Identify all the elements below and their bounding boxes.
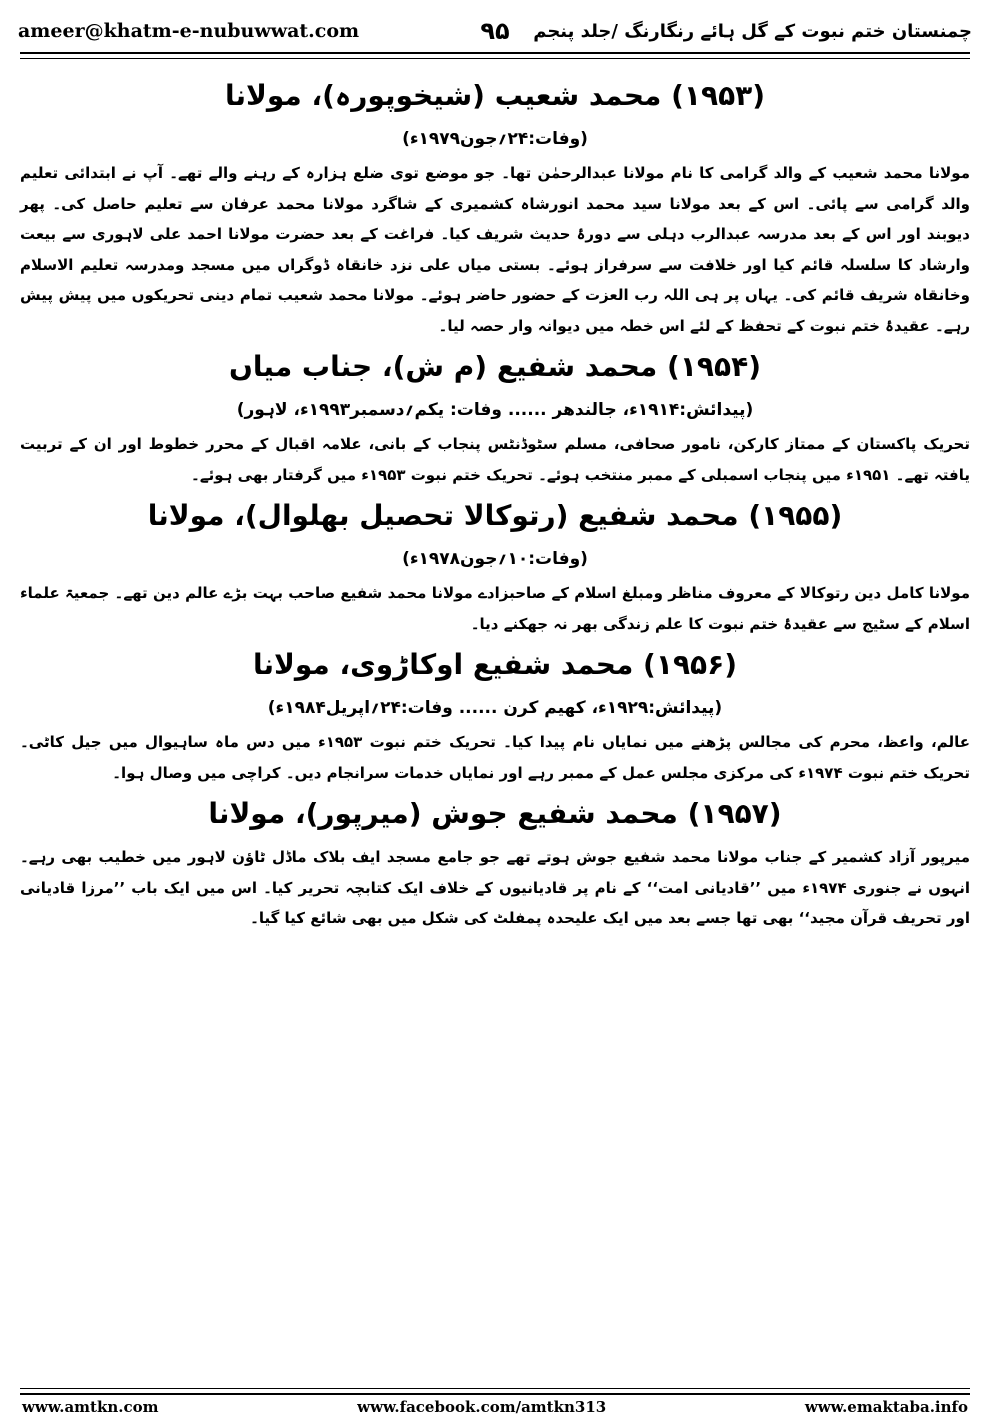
entry-dates: (پیدائش:۱۹۲۹ء، کھیم کرن ...... وفات:۲۴؍اپریل۱۹۸۴ء) — [267, 698, 723, 718]
footer-link-facebook[interactable]: www.facebook.com/amtkn313 — [357, 1398, 607, 1416]
entry-1954 — [20, 345, 970, 490]
page-header — [18, 10, 972, 52]
header-rule-thick — [20, 52, 970, 54]
entry-title: (۱۹۵۶) محمد شفیع اوکاڑوی، مولانا — [252, 648, 738, 681]
footer-link-amtkn[interactable]: www.amtkn.com — [22, 1398, 159, 1416]
entry-title: (۱۹۵۴) محمد شفیع (م ش)، جناب میاں — [229, 350, 761, 383]
header-rule-thin — [20, 58, 970, 59]
footer-link-emaktaba[interactable]: www.emaktaba.info — [804, 1398, 968, 1416]
entry-title: (۱۹۵۵) محمد شفیع (رتوکالا تحصیل بھلوال)، مولانا — [147, 499, 843, 532]
entry-title: (۱۹۵۳) محمد شعیب (شیخوپورہ)، مولانا — [224, 79, 766, 112]
header-email: ameer@khatm-e-nubuwwat.com — [18, 20, 360, 42]
entry-dates: (پیدائش:۱۹۱۴ء، جالندھر ...... وفات: یکم؍دسمبر۱۹۹۳ء، لاہور) — [236, 400, 754, 420]
entry-1956 — [20, 643, 970, 788]
entry-1953 — [20, 74, 970, 341]
page-content — [20, 70, 970, 934]
entry-body: مولانا کامل دین رتوکالا کے معروف مناظر ومبلغ اسلام کے صاحبزادے مولانا محمد شفیع صاحب بہت بڑے عالم دین تھے۔ جمعیۃ علماء اسلام کے سٹیج سے عقیدۂ ختم نبوت کا علم زندگی بھر نہ جھکنے دیا۔ — [20, 584, 970, 633]
entry-body: تحریک پاکستان کے ممتاز کارکن، نامور صحافی، مسلم سٹوڈنٹس پنجاب کے بانی، علامہ اقبال کے محرر خطوط اور ان کے تربیت یافتہ تھے۔ ۱۹۵۱ء میں پنجاب اسمبلی کے ممبر منتخب ہوئے۔ تحریک ختم نبوت ۱۹۵۳ء میں گرفتار بھی ہوئے۔ — [20, 435, 970, 484]
entry-dates: (وفات:۱۰؍جون۱۹۷۸ء) — [402, 549, 588, 569]
entry-dates: (وفات:۲۴؍جون۱۹۷۹ء) — [402, 129, 588, 149]
entry-body: مولانا محمد شعیب کے والد گرامی کا نام مولانا عبدالرحمٰن تھا۔ جو موضع توی ضلع ہزارہ کے رہنے والے تھے۔ آپ نے ابتدائی تعلیم والد گرامی سے پائی۔ اس کے بعد مولانا سید محمد انورشاہ کشمیری کے شاگرد مولانا محمد عرفان سے تعلیم حاصل کی۔ پھر دیوبند اور اس کے بعد مدرسہ عبدالرب دہلی سے دورۂ حدیث شریف کیا۔ فراغت کے بعد حضرت مولانا احمد علی لاہوری سے بیعت وارشاد کا سلسلہ قائم کیا اور خلافت سے سرفراز ہوئے۔ بستی میاں علی نزد خانقاہ ڈوگراں میں مسجد ومدرسہ تعلیم الاسلام وخانقاہ شریف قائم کی۔ یہاں پر ہی اللہ رب العزت کے حضور حاضر ہوئے۔ مولانا محمد شعیب تمام دینی تحریکوں میں پیش پیش رہے۔ عقیدۂ ختم نبوت کے تحفظ کے لئے اس خطہ میں دیوانہ وار حصہ لیا۔ — [20, 164, 970, 335]
footer-rule-thin — [20, 1388, 970, 1389]
page-number: ۹۵ — [480, 17, 510, 45]
entry-title: (۱۹۵۷) محمد شفیع جوش (میرپور)، مولانا — [208, 797, 782, 830]
entry-body: میرپور آزاد کشمیر کے جناب مولانا محمد شفیع جوش ہوتے تھے جو جامع مسجد ایف بلاک ماڈل ٹاؤن لاہور میں خطیب بھی رہے۔ انہوں نے جنوری ۱۹۷۴ء میں ’’قادیانی امت‘‘ کے نام پر قادیانیوں کے خلاف ایک کتابچہ تحریر کیا۔ اس میں ایک باب ’’مرزا قادیانی اور تحریف قرآن مجید‘‘ بھی تھا جسے بعد میں ایک علیحدہ پمفلٹ کی شکل میں بھی شائع کیا گیا۔ — [20, 848, 970, 927]
entry-body: عالم، واعظ، محرم کی مجالس پڑھنے میں نمایاں نام پیدا کیا۔ تحریک ختم نبوت ۱۹۵۳ء میں دس ماہ ساہیوال میں جیل کاٹی۔ تحریک ختم نبوت ۱۹۷۴ء کی مرکزی مجلس عمل کے ممبر رہے اور نمایاں خدمات سرانجام دیں۔ کراچی میں وصال ہوا۔ — [20, 733, 971, 782]
entry-1957 — [20, 792, 970, 934]
book-title: چمنستان ختم نبوت کے گل ہائے رنگارنگ /جلد پنجم — [533, 20, 972, 42]
page-footer — [22, 1395, 968, 1419]
entry-1955 — [20, 494, 970, 639]
